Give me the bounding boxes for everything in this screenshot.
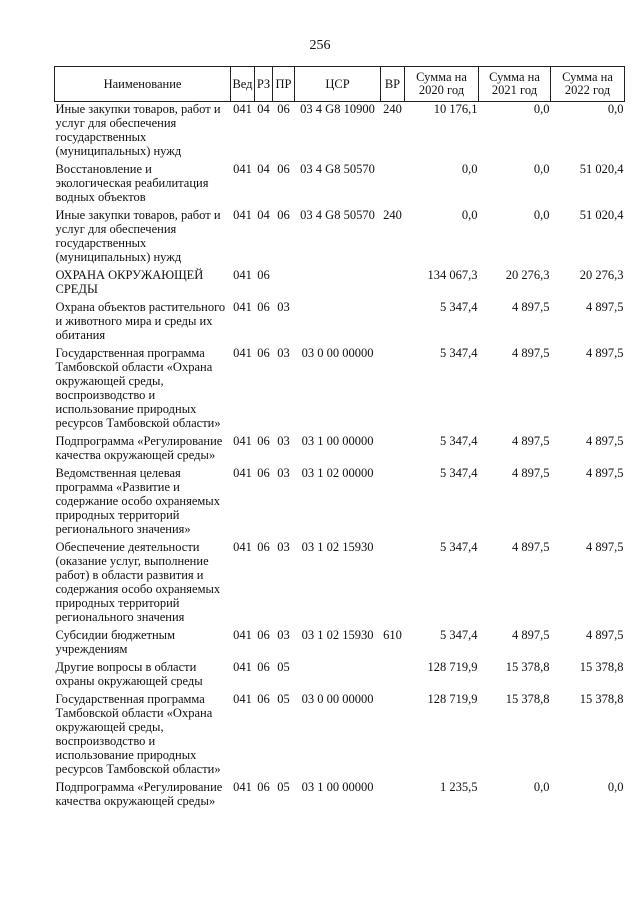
table-row (55, 434, 625, 462)
row-pr: 05 (277, 660, 290, 674)
row-csr: 03 0 00 00000 (301, 346, 374, 360)
row-sum-2022: 20 276,3 (579, 268, 624, 282)
row-vr (381, 346, 405, 430)
row-sum-2020: 128 719,9 (427, 692, 478, 706)
row-ved: 041 (233, 628, 252, 642)
row-rz: 06 (257, 434, 270, 448)
row-rz: 06 (257, 660, 270, 674)
row-rz: 06 (257, 628, 270, 642)
row-sum-2022: 4 897,5 (586, 628, 624, 642)
row-ved: 041 (233, 540, 252, 554)
row-csr (295, 268, 381, 296)
row-ved: 041 (233, 162, 252, 176)
header-pr: ПР (273, 67, 295, 102)
row-pr: 05 (277, 692, 290, 706)
row-name: Субсидии бюджетным учреждениям (55, 628, 175, 656)
row-rz: 06 (257, 466, 270, 480)
table-body (55, 102, 625, 809)
row-sum-2021: 15 378,8 (505, 692, 550, 706)
row-vr (381, 692, 405, 776)
row-sum-2022: 15 378,8 (579, 692, 624, 706)
row-vr (381, 162, 405, 204)
row-pr (273, 268, 295, 296)
row-name: Восстановление и экологическая реабилитация водных объектов (55, 162, 209, 204)
row-sum-2020: 134 067,3 (427, 268, 478, 282)
row-name: Подпрограмма «Регулирование качества окружающей среды» (55, 434, 223, 462)
row-sum-2020: 5 347,4 (440, 466, 478, 480)
row-rz: 04 (257, 162, 270, 176)
header-csr: ЦСР (295, 67, 381, 102)
row-ved: 041 (233, 780, 252, 794)
row-ved: 041 (233, 434, 252, 448)
table-row (55, 628, 625, 656)
row-sum-2022: 0,0 (607, 780, 624, 794)
row-sum-2021: 0,0 (533, 780, 550, 794)
row-csr (295, 300, 381, 342)
budget-table (54, 66, 625, 808)
row-sum-2022: 0,0 (607, 102, 624, 116)
row-ved: 041 (233, 208, 252, 222)
row-vr: 240 (383, 102, 402, 116)
table-row (55, 660, 625, 688)
row-csr: 03 1 00 00000 (301, 780, 374, 794)
row-csr: 03 1 00 00000 (301, 434, 374, 448)
row-name: Государственная программа Тамбовской области «Охрана окружающей среды, воспроизводство и использование природных ресурсов Тамбовской области» (55, 346, 221, 430)
row-sum-2022: 51 020,4 (579, 162, 624, 176)
row-pr: 03 (277, 466, 290, 480)
row-vr (381, 466, 405, 536)
table-row (55, 208, 625, 264)
header-name: Наименование (55, 67, 231, 102)
table-row (55, 540, 625, 624)
row-ved: 041 (233, 300, 252, 314)
table-row (55, 300, 625, 342)
row-ved: 041 (233, 102, 252, 116)
row-vr (381, 434, 405, 462)
page-number: 256 (309, 38, 331, 53)
row-pr: 05 (277, 780, 290, 794)
header-rz: РЗ (255, 67, 273, 102)
row-sum-2021: 4 897,5 (512, 466, 550, 480)
row-rz: 04 (257, 208, 270, 222)
row-vr: 240 (383, 208, 402, 222)
header-sum-2020: Сумма на 2020 год (405, 67, 479, 102)
row-sum-2021: 4 897,5 (512, 300, 550, 314)
row-sum-2021: 4 897,5 (512, 628, 550, 642)
row-sum-2020: 5 347,4 (440, 628, 478, 642)
row-sum-2021: 4 897,5 (512, 540, 550, 554)
row-sum-2022: 4 897,5 (586, 300, 624, 314)
row-sum-2022: 4 897,5 (586, 434, 624, 448)
row-sum-2020: 5 347,4 (440, 346, 478, 360)
row-name: ОХРАНА ОКРУЖАЮЩЕЙ СРЕДЫ (55, 268, 204, 296)
table-row (55, 268, 625, 296)
row-pr: 06 (277, 162, 290, 176)
row-rz: 06 (257, 540, 270, 554)
row-csr: 03 1 02 15930 (301, 628, 374, 642)
row-vr (381, 660, 405, 688)
row-rz: 06 (257, 300, 270, 314)
row-pr: 03 (277, 346, 290, 360)
row-name: Подпрограмма «Регулирование качества окружающей среды» (55, 780, 223, 808)
row-vr (381, 780, 405, 808)
row-pr: 03 (277, 300, 290, 314)
header-sum-2021: Сумма на 2021 год (479, 67, 551, 102)
row-sum-2020: 5 347,4 (440, 434, 478, 448)
table-row (55, 102, 625, 159)
row-rz: 06 (257, 780, 270, 794)
table-header-row (55, 67, 625, 102)
row-vr (381, 268, 405, 296)
row-sum-2021: 0,0 (533, 102, 550, 116)
row-name: Государственная программа Тамбовской области «Охрана окружающей среды, воспроизводство и использование природных ресурсов Тамбовской области» (55, 692, 221, 776)
row-sum-2022: 51 020,4 (579, 208, 624, 222)
row-pr: 06 (277, 208, 290, 222)
row-sum-2022: 15 378,8 (579, 660, 624, 674)
row-sum-2022: 4 897,5 (586, 346, 624, 360)
row-csr: 03 0 00 00000 (301, 692, 374, 706)
row-csr: 03 4 G8 10900 (300, 102, 375, 116)
row-vr (381, 540, 405, 624)
row-csr (295, 660, 381, 688)
row-name: Другие вопросы в области охраны окружающей среды (55, 660, 203, 688)
header-sum-2022: Сумма на 2022 год (551, 67, 625, 102)
row-name: Иные закупки товаров, работ и услуг для обеспечения государственных (муниципальных) нужд (55, 208, 221, 264)
row-ved: 041 (233, 466, 252, 480)
row-sum-2020: 128 719,9 (427, 660, 478, 674)
table-row (55, 346, 625, 430)
row-sum-2021: 15 378,8 (505, 660, 550, 674)
table-row (55, 162, 625, 204)
row-ved: 041 (233, 692, 252, 706)
row-sum-2020: 1 235,5 (440, 780, 478, 794)
row-csr: 03 4 G8 50570 (300, 162, 375, 176)
row-rz: 06 (257, 346, 270, 360)
row-rz: 06 (257, 268, 270, 282)
row-pr: 03 (277, 434, 290, 448)
row-name: Иные закупки товаров, работ и услуг для обеспечения государственных (муниципальных) нужд (55, 102, 221, 158)
row-csr: 03 1 02 15930 (301, 540, 374, 554)
row-csr: 03 4 G8 50570 (300, 208, 375, 222)
row-sum-2020: 5 347,4 (440, 300, 478, 314)
header-ved: Вед (231, 67, 255, 102)
row-sum-2020: 0,0 (461, 208, 478, 222)
row-sum-2021: 4 897,5 (512, 434, 550, 448)
header-vr: ВР (381, 67, 405, 102)
row-sum-2020: 0,0 (461, 162, 478, 176)
row-name: Охрана объектов растительного и животного мира и среды их обитания (55, 300, 226, 342)
row-sum-2020: 5 347,4 (440, 540, 478, 554)
row-sum-2021: 4 897,5 (512, 346, 550, 360)
row-vr: 610 (383, 628, 402, 642)
row-sum-2021: 0,0 (533, 208, 550, 222)
row-pr: 03 (277, 540, 290, 554)
table-row (55, 780, 625, 808)
row-sum-2022: 4 897,5 (586, 540, 624, 554)
row-pr: 03 (277, 628, 290, 642)
row-sum-2022: 4 897,5 (586, 466, 624, 480)
row-sum-2021: 0,0 (533, 162, 550, 176)
row-rz: 06 (257, 692, 270, 706)
table-row (55, 466, 625, 536)
row-sum-2020: 10 176,1 (433, 102, 478, 116)
row-csr: 03 1 02 00000 (301, 466, 374, 480)
row-name: Обеспечение деятельности (оказание услуг, выполнение работ) в области развития и содержания особо охраняемых природных территорий регионального значения (55, 540, 221, 624)
row-sum-2021: 20 276,3 (505, 268, 550, 282)
row-rz: 04 (257, 102, 270, 116)
row-vr (381, 300, 405, 342)
row-ved: 041 (233, 660, 252, 674)
row-name: Ведомственная целевая программа «Развитие и содержание особо охраняемых природных территорий регионального значения» (55, 466, 220, 536)
row-pr: 06 (277, 102, 290, 116)
row-ved: 041 (233, 346, 252, 360)
table-row (55, 692, 625, 776)
row-ved: 041 (233, 268, 252, 282)
